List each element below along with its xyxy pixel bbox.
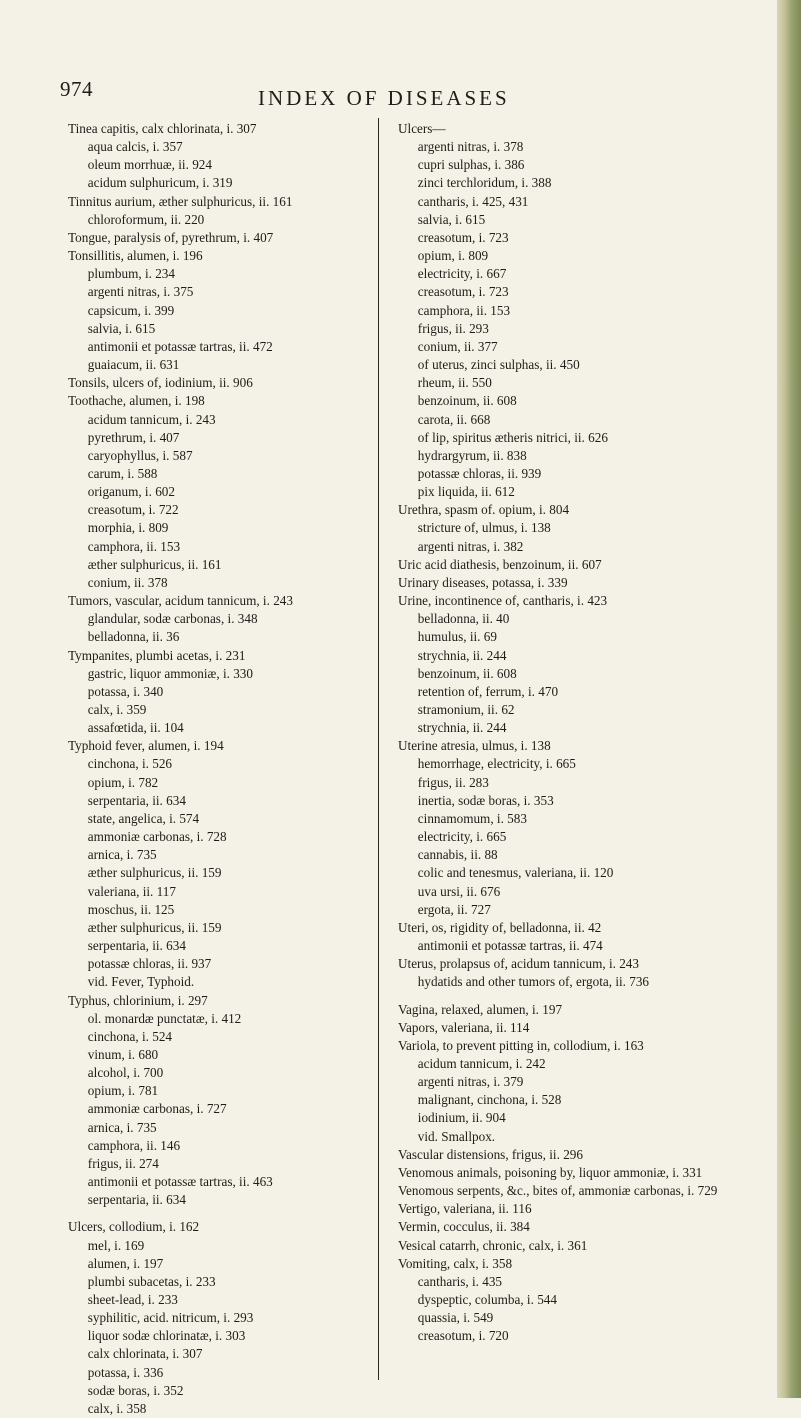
index-subentry: creasotum, i. 723 xyxy=(417,284,509,300)
index-subentry: hydatids and other tumors of, ergota, ii. 736 xyxy=(417,974,650,990)
index-entry: Vagina, relaxed, alumen, i. 197 xyxy=(398,1001,563,1017)
index-subentry: potassa, i. 340 xyxy=(87,683,164,699)
index-entry: Urine, incontinence of, cantharis, i. 423 xyxy=(398,593,608,609)
index-subentry: argenti nitras, i. 378 xyxy=(417,139,524,155)
index-subentry: plumbi subacetas, i. 233 xyxy=(87,1273,216,1289)
index-subentry: caryophyllus, i. 587 xyxy=(87,447,193,463)
index-subentry: cinnamomum, i. 583 xyxy=(417,810,527,826)
index-entry: Vesical catarrh, chronic, calx, i. 361 xyxy=(398,1237,588,1253)
index-subentry: electricity, i. 665 xyxy=(417,829,507,845)
index-subentry: argenti nitras, i. 379 xyxy=(417,1074,524,1090)
index-subentry: benzoinum, ii. 608 xyxy=(417,393,517,409)
index-entry: Tonsils, ulcers of, iodinium, ii. 906 xyxy=(68,375,253,391)
index-subentry: conium, ii. 377 xyxy=(417,338,498,354)
index-subentry: sheet-lead, i. 233 xyxy=(87,1292,178,1307)
index-subentry: camphora, ii. 153 xyxy=(87,538,181,554)
index-subentry: electricity, i. 667 xyxy=(417,266,507,282)
index-subentry: arnica, i. 735 xyxy=(87,847,157,863)
index-entry: Vermin, cocculus, ii. 384 xyxy=(398,1219,530,1235)
index-subentry: acidum tannicum, i. 242 xyxy=(417,1055,546,1071)
index-subentry: calx, i. 358 xyxy=(87,1400,147,1416)
index-subentry: ergota, ii. 727 xyxy=(417,901,491,917)
index-subentry: hydrargyrum, ii. 838 xyxy=(417,447,527,463)
index-entry: Uterine atresia, ulmus, i. 138 xyxy=(398,738,551,754)
index-subentry: cinchona, i. 524 xyxy=(87,1028,173,1044)
index-subentry: opium, i. 781 xyxy=(87,1083,159,1099)
index-subentry: zinci terchloridum, i. 388 xyxy=(417,175,552,191)
index-entry: Uterus, prolapsus of, acidum tannicum, i. 243 xyxy=(398,956,639,972)
index-entry: Vomiting, calx, i. 358 xyxy=(398,1255,513,1271)
index-entry: Toothache, alumen, i. 198 xyxy=(68,393,205,409)
index-subentry: strychnia, ii. 244 xyxy=(417,720,507,736)
index-entry: Urethra, spasm of. opium, i. 804 xyxy=(398,502,570,518)
index-subentry: plumbum, i. 234 xyxy=(87,266,175,282)
index-subentry: æther sulphuricus, ii. 161 xyxy=(87,556,222,572)
page-number: 974 xyxy=(60,77,93,101)
index-subentry: moschus, ii. 125 xyxy=(87,901,175,917)
index-subentry: malignant, cinchona, i. 528 xyxy=(417,1092,562,1108)
index-subentry: valeriana, ii. 117 xyxy=(87,883,176,899)
index-subentry: antimonii et potassæ tartras, ii. 472 xyxy=(87,338,273,354)
index-subentry: belladonna, ii. 40 xyxy=(417,611,510,627)
index-subentry: acidum sulphuricum, i. 319 xyxy=(87,175,233,191)
index-subentry: capsicum, i. 399 xyxy=(87,302,175,318)
index-entry: Tonsillitis, alumen, i. 196 xyxy=(68,248,203,264)
index-entry: Uric acid diathesis, benzoinum, ii. 607 xyxy=(398,556,602,572)
index-subentry: salvia, i. 615 xyxy=(417,211,486,227)
index-subentry: acidum tannicum, i. 243 xyxy=(87,411,216,427)
index-subentry: uva ursi, ii. 676 xyxy=(417,883,501,899)
index-entry: Venomous animals, poisoning by, liquor ammoniæ, i. 331 xyxy=(398,1164,703,1180)
index-subentry: ammoniæ carbonas, i. 727 xyxy=(87,1101,227,1117)
index-entry: Vertigo, valeriana, ii. 116 xyxy=(398,1201,532,1217)
index-subentry: quassia, i. 549 xyxy=(417,1310,494,1326)
index-subentry: vid. Fever, Typhoid. xyxy=(87,974,195,990)
index-subentry: alumen, i. 197 xyxy=(87,1255,164,1271)
index-entry: Tongue, paralysis of, pyrethrum, i. 407 xyxy=(68,229,274,245)
index-subentry: mel, i. 169 xyxy=(87,1237,145,1253)
index-entry: Typhoid fever, alumen, i. 194 xyxy=(68,738,224,754)
index-subentry: morphia, i. 809 xyxy=(87,520,169,536)
index-subentry: chloroformum, ii. 220 xyxy=(87,211,205,227)
index-subentry: liquor sodæ chlorinatæ, i. 303 xyxy=(87,1328,246,1344)
index-subentry: cinchona, i. 526 xyxy=(87,756,173,772)
index-subentry: origanum, i. 602 xyxy=(87,484,175,500)
index-subentry: conium, ii. 378 xyxy=(87,574,168,590)
column-divider xyxy=(378,118,379,1380)
index-subentry: æther sulphuricus, ii. 159 xyxy=(87,919,222,935)
index-subentry: strychnia, ii. 244 xyxy=(417,647,507,663)
index-subentry: inertia, sodæ boras, i. 353 xyxy=(417,792,554,808)
index-subentry: potassa, i. 336 xyxy=(87,1364,164,1380)
index-entry: Ulcers, collodium, i. 162 xyxy=(68,1219,200,1235)
index-subentry: antimonii et potassæ tartras, ii. 463 xyxy=(87,1174,273,1190)
index-subentry: belladonna, ii. 36 xyxy=(87,629,180,645)
index-entry: Ulcers— xyxy=(398,121,446,136)
index-subentry: pix liquida, ii. 612 xyxy=(417,484,515,500)
index-subentry: cannabis, ii. 88 xyxy=(417,847,498,863)
index-subentry: ammoniæ carbonas, i. 728 xyxy=(87,829,227,845)
index-subentry: hemorrhage, electricity, i. 665 xyxy=(417,756,576,772)
index-subentry: serpentaria, ii. 634 xyxy=(87,938,186,954)
index-subentry: cupri sulphas, i. 386 xyxy=(417,157,525,173)
page-title: INDEX OF DISEASES xyxy=(258,86,510,110)
index-subentry: alcohol, i. 700 xyxy=(87,1065,164,1081)
index-subentry: frigus, ii. 283 xyxy=(417,774,489,790)
index-subentry: camphora, ii. 153 xyxy=(417,302,511,318)
index-subentry: state, angelica, i. 574 xyxy=(87,810,200,826)
index-subentry: humulus, ii. 69 xyxy=(417,629,497,645)
index-subentry: potassæ chloras, ii. 939 xyxy=(417,465,542,481)
index-subentry: creasotum, i. 723 xyxy=(417,229,509,245)
index-column-right xyxy=(398,120,743,1345)
index-subentry: iodinium, ii. 904 xyxy=(417,1110,506,1126)
index-entry: Venomous serpents, &c., bites of, ammoniæ carbonas, i. 729 xyxy=(398,1183,718,1199)
index-subentry: frigus, ii. 293 xyxy=(417,320,489,336)
index-subentry: argenti nitras, i. 382 xyxy=(417,538,524,554)
index-subentry: æther sulphuricus, ii. 159 xyxy=(87,865,222,881)
index-subentry: salvia, i. 615 xyxy=(87,320,156,336)
index-subentry: retention of, ferrum, i. 470 xyxy=(417,683,559,699)
index-subentry: calx chlorinata, i. 307 xyxy=(87,1346,203,1362)
index-subentry: ol. monardæ punctatæ, i. 412 xyxy=(87,1010,242,1026)
index-subentry: opium, i. 809 xyxy=(417,248,489,264)
index-entry: Tympanites, plumbi acetas, i. 231 xyxy=(68,647,246,663)
index-subentry: glandular, sodæ carbonas, i. 348 xyxy=(87,611,258,627)
index-subentry: argenti nitras, i. 375 xyxy=(87,284,194,300)
index-entry: Tinnitus aurium, æther sulphuricus, ii. 161 xyxy=(68,193,293,209)
index-subentry: sodæ boras, i. 352 xyxy=(87,1382,184,1398)
index-subentry: dyspeptic, columba, i. 544 xyxy=(417,1292,557,1307)
index-subentry: carota, ii. 668 xyxy=(417,411,491,427)
index-subentry: colic and tenesmus, valeriana, ii. 120 xyxy=(417,865,614,881)
index-entry: Typhus, chlorinium, i. 297 xyxy=(68,992,208,1008)
index-subentry: antimonii et potassæ tartras, ii. 474 xyxy=(417,938,603,954)
index-subentry: of lip, spiritus ætheris nitrici, ii. 626 xyxy=(417,429,608,445)
index-subentry: serpentaria, ii. 634 xyxy=(87,792,186,808)
index-entry: Vapors, valeriana, ii. 114 xyxy=(398,1019,530,1035)
index-entry: Tumors, vascular, acidum tannicum, i. 243 xyxy=(68,593,293,609)
index-subentry: assafœtida, ii. 104 xyxy=(87,720,184,736)
index-entry: Uteri, os, rigidity of, belladonna, ii. 42 xyxy=(398,919,602,935)
index-entry: Tinea capitis, calx chlorinata, i. 307 xyxy=(68,121,257,136)
index-subentry: serpentaria, ii. 634 xyxy=(87,1192,186,1208)
index-subentry: calx, i. 359 xyxy=(87,702,147,717)
index-subentry: stricture of, ulmus, i. 138 xyxy=(417,520,551,536)
index-subentry: vid. Smallpox. xyxy=(417,1128,496,1144)
index-subentry: pyrethrum, i. 407 xyxy=(87,429,180,445)
index-subentry: opium, i. 782 xyxy=(87,774,159,790)
index-subentry: of uterus, zinci sulphas, ii. 450 xyxy=(417,357,580,373)
index-subentry: gastric, liquor ammoniæ, i. 330 xyxy=(87,665,253,681)
index-entry: Vascular distensions, frigus, ii. 296 xyxy=(398,1146,583,1162)
index-subentry: rheum, ii. 550 xyxy=(417,375,492,391)
index-subentry: aqua calcis, i. 357 xyxy=(87,139,183,155)
index-subentry: frigus, ii. 274 xyxy=(87,1155,159,1171)
index-subentry: creasotum, i. 722 xyxy=(87,502,179,518)
index-subentry: arnica, i. 735 xyxy=(87,1119,157,1135)
index-entry: Variola, to prevent pitting in, collodium, i. 163 xyxy=(398,1037,644,1053)
index-subentry: guaiacum, ii. 631 xyxy=(87,357,180,373)
index-subentry: potassæ chloras, ii. 937 xyxy=(87,956,212,972)
index-subentry: stramonium, ii. 62 xyxy=(417,702,515,717)
page-binding-edge xyxy=(777,0,801,1398)
index-subentry: syphilitic, acid. nitricum, i. 293 xyxy=(87,1310,254,1326)
index-subentry: cantharis, i. 435 xyxy=(417,1273,503,1289)
index-subentry: carum, i. 588 xyxy=(87,465,158,481)
index-subentry: oleum morrhuæ, ii. 924 xyxy=(87,157,212,173)
index-entry: Urinary diseases, potassa, i. 339 xyxy=(398,574,568,590)
index-subentry: benzoinum, ii. 608 xyxy=(417,665,517,681)
index-subentry: creasotum, i. 720 xyxy=(417,1328,509,1344)
index-column-left xyxy=(68,120,373,1418)
index-subentry: vinum, i. 680 xyxy=(87,1046,159,1062)
index-subentry: cantharis, i. 425, 431 xyxy=(417,193,529,209)
index-subentry: camphora, ii. 146 xyxy=(87,1137,181,1153)
